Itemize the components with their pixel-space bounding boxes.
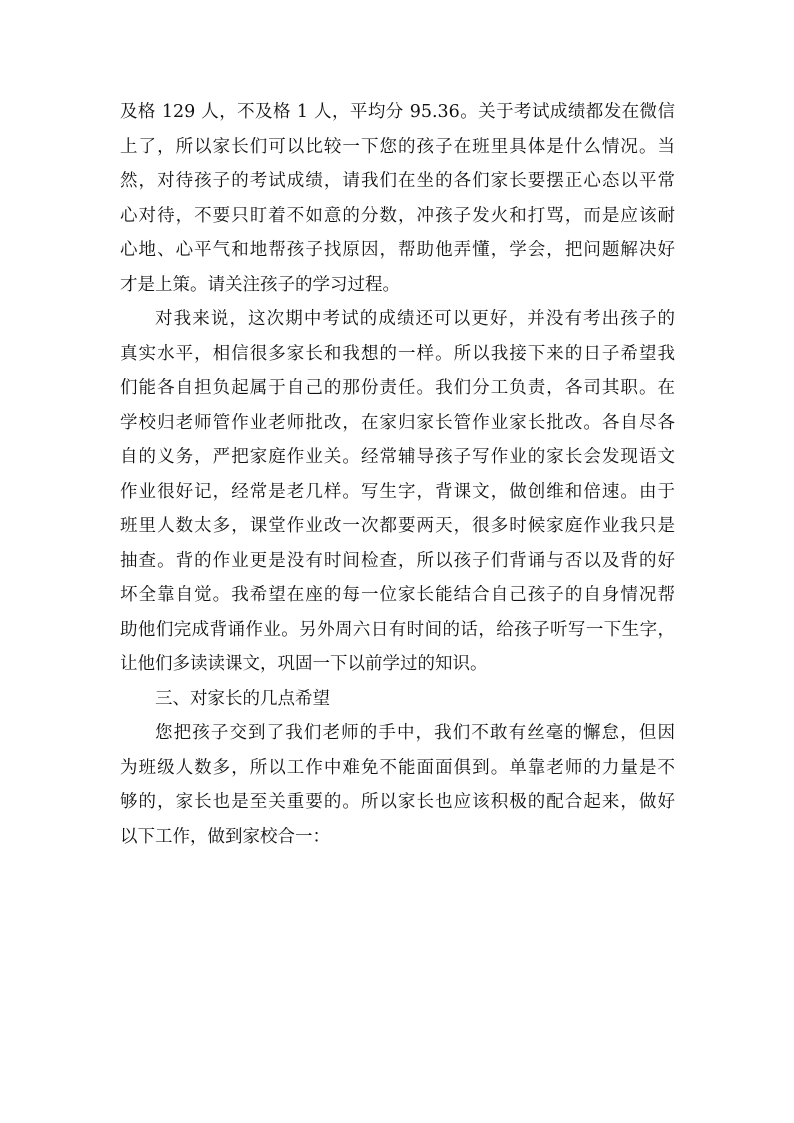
text-line: 自的义务，严把家庭作业关。经常辅导孩子写作业的家长会发现语文 (120, 447, 675, 467)
paragraph (120, 95, 675, 302)
text-line: 学校归老师管作业老师批改，在家归家长管作业家长批改。各自尽各 (120, 412, 675, 433)
paragraph (120, 302, 675, 682)
text-line: 助他们完成背诵作业。另外周六日有时间的话，给孩子听写一下生字， (120, 619, 675, 640)
text-line: 对我来说，这次期中考试的成绩还可以更好，并没有考出孩子的 (155, 309, 675, 329)
text-line: 作业很好记，经常是老几样。写生字，背课文，做创维和倍速。由于 (120, 481, 675, 502)
text-line: 让他们多读读课文，巩固一下以前学过的知识。 (120, 654, 488, 674)
text-line: 及格 129 人，不及格 1 人，平均分 95.36。关于考试成绩都发在微信 (120, 102, 675, 122)
section-heading (120, 682, 675, 717)
text-line: 为班级人数多，所以工作中难免不能面面俱到。单靠老师的力量是不 (120, 757, 675, 778)
text-line: 上了，所以家长们可以比较一下您的孩子在班里具体是什么情况。当 (120, 136, 675, 157)
text-line: 然，对待孩子的考试成绩，请我们在坐的各们家长要摆正心态以平常 (120, 171, 675, 191)
text-line: 心地、心平气和地帮孩子找原因，帮助他弄懂，学会，把问题解决好 (120, 240, 675, 260)
document-page (120, 95, 675, 854)
text-line: 三、对家长的几点希望 (155, 688, 330, 709)
text-line: 以下工作，做到家校合一： (120, 826, 330, 847)
text-line: 心对待，不要只盯着不如意的分数，冲孩子发火和打骂，而是应该耐 (120, 205, 675, 226)
paragraph (120, 716, 675, 854)
text-line: 您把孩子交到了我们老师的手中，我们不敢有丝毫的懈怠，但因 (155, 723, 675, 743)
text-line: 才是上策。请关注孩子的学习过程。 (120, 274, 400, 295)
text-line: 抽查。背的作业更是没有时间检查，所以孩子们背诵与否以及背的好 (120, 550, 675, 571)
text-line: 够的，家长也是至关重要的。所以家长也应该积极的配合起来，做好 (120, 792, 675, 812)
document-body (120, 95, 675, 854)
text-line: 们能各自担负起属于自己的那份责任。我们分工负责，各司其职。在 (120, 378, 675, 398)
text-line: 班里人数太多，课堂作业改一次都要两天，很多时候家庭作业我只是 (120, 516, 675, 536)
text-line: 真实水平，相信很多家长和我想的一样。所以我接下来的日子希望我 (120, 343, 675, 364)
text-line: 坏全靠自觉。我希望在座的每一位家长能结合自己孩子的自身情况帮 (120, 585, 675, 605)
